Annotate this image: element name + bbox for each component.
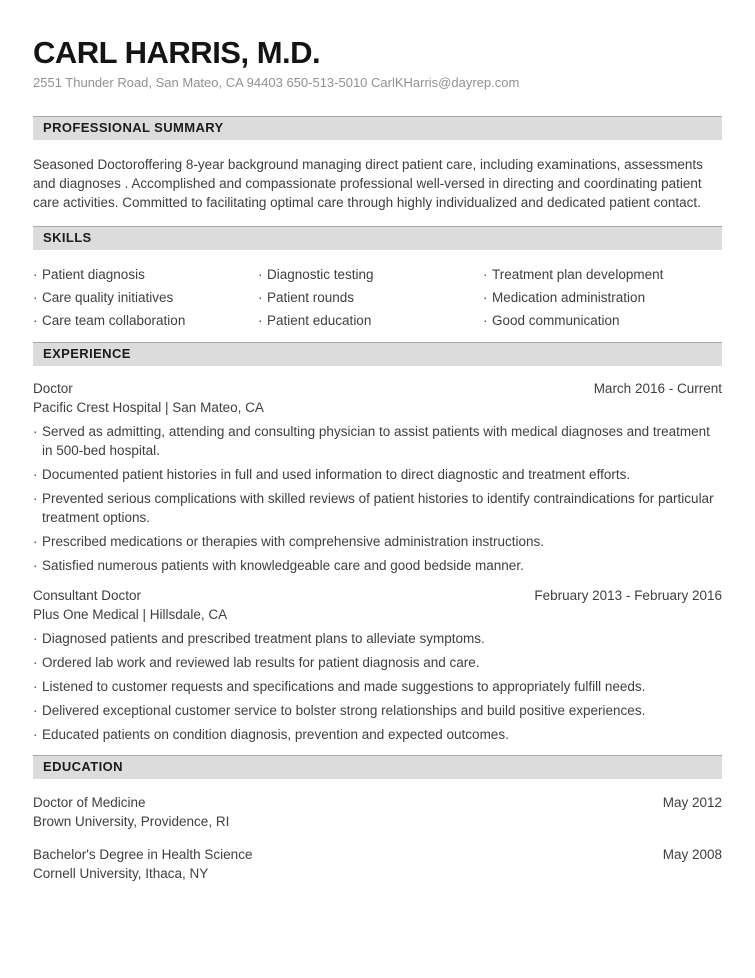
skill-label: Patient diagnosis xyxy=(42,267,145,282)
skills-column-1 xyxy=(33,263,258,332)
skill-label: Patient rounds xyxy=(267,290,355,305)
bullet-icon: · xyxy=(258,290,263,305)
job-title: Consultant Doctor xyxy=(33,588,142,603)
skill-item xyxy=(483,263,722,286)
section-header-education: EDUCATION xyxy=(33,755,722,779)
job-bullet-text: Prescribed medications or therapies with comprehensive administration instructions. xyxy=(42,534,544,549)
bullet-icon: · xyxy=(33,631,38,646)
job-entry-1 xyxy=(33,379,722,575)
job-bullet-text: Served as admitting, attending and consulting physician to assist patients with medical diagnoses and treatment in 500-bed hospital. xyxy=(42,424,710,458)
bullet-icon: · xyxy=(33,655,38,670)
degree-date: May 2012 xyxy=(662,795,722,810)
job-entry-2 xyxy=(33,586,722,744)
bullet-icon: · xyxy=(483,313,488,328)
job-bullet-text: Prevented serious complications with skilled reviews of patient histories to identify contraindications for particular treatment options. xyxy=(42,491,714,525)
skill-label: Care team collaboration xyxy=(42,313,186,328)
job-dates: March 2016 - Current xyxy=(593,381,722,396)
skills-column-3 xyxy=(483,263,722,332)
skill-label: Diagnostic testing xyxy=(267,267,374,282)
bullet-icon: · xyxy=(33,679,38,694)
job-bullet xyxy=(33,725,722,744)
degree-date: May 2008 xyxy=(662,847,722,862)
job-bullet xyxy=(33,422,722,460)
job-head xyxy=(33,379,722,398)
degree-school: Cornell University, Ithaca, NY xyxy=(33,866,209,881)
degree-head xyxy=(33,845,722,864)
bullet-icon: · xyxy=(33,703,38,718)
job-bullet xyxy=(33,489,722,527)
degree-head xyxy=(33,793,722,812)
job-bullet-list xyxy=(33,629,722,744)
bullet-icon: · xyxy=(33,491,38,506)
section-header-professional-summary: PROFESSIONAL SUMMARY xyxy=(33,116,722,140)
bullet-icon: · xyxy=(258,267,263,282)
job-company: Pacific Crest Hospital | San Mateo, CA xyxy=(33,400,264,415)
job-bullet xyxy=(33,677,722,696)
job-bullet-text: Delivered exceptional customer service to bolster strong relationships and build positive experiences. xyxy=(42,703,646,718)
bullet-icon: · xyxy=(33,727,38,742)
summary-paragraph: Seasoned Doctoroffering 8-year background managing direct patient care, including examinations, assessments and diagnoses . Accomplished and compassionate professional well-versed in directing and coordinating patient care activities. Committed to facilitating optimal care through highly individualized and dedicated patient contact. xyxy=(33,157,703,210)
bullet-icon: · xyxy=(33,467,38,482)
job-bullet xyxy=(33,653,722,672)
job-head xyxy=(33,586,722,605)
bullet-icon: · xyxy=(33,290,38,305)
contact-line: 2551 Thunder Road, San Mateo, CA 94403 650-513-5010 CarlKHarris@dayrep.com xyxy=(33,75,520,90)
job-bullet-text: Satisfied numerous patients with knowledgeable care and good bedside manner. xyxy=(42,558,524,573)
candidate-name: CARL HARRIS, M.D. xyxy=(33,35,321,70)
skill-label: Good communication xyxy=(492,313,620,328)
job-company: Plus One Medical | Hillsdale, CA xyxy=(33,607,228,622)
bullet-icon: · xyxy=(33,534,38,549)
degree-entry-2 xyxy=(33,845,722,883)
section-header-experience: EXPERIENCE xyxy=(33,342,722,366)
job-bullet-text: Listened to customer requests and specifications and made suggestions to appropriately fulfill needs. xyxy=(42,679,646,694)
job-bullet xyxy=(33,532,722,551)
degree-title: Bachelor's Degree in Health Science xyxy=(33,847,253,862)
job-bullet xyxy=(33,629,722,648)
section-header-skills: SKILLS xyxy=(33,226,722,250)
skill-item xyxy=(483,309,722,332)
skill-item xyxy=(258,286,483,309)
job-bullet-list xyxy=(33,422,722,575)
job-bullet xyxy=(33,701,722,720)
job-bullet-text: Ordered lab work and reviewed lab results for patient diagnosis and care. xyxy=(42,655,480,670)
skill-item xyxy=(33,263,258,286)
skill-label: Treatment plan development xyxy=(492,267,664,282)
job-bullet-text: Educated patients on condition diagnosis, prevention and expected outcomes. xyxy=(42,727,509,742)
skill-item xyxy=(33,286,258,309)
job-dates: February 2013 - February 2016 xyxy=(534,588,722,603)
skill-label: Patient education xyxy=(267,313,372,328)
skill-item xyxy=(258,263,483,286)
skill-item xyxy=(33,309,258,332)
job-bullet-text: Diagnosed patients and prescribed treatment plans to alleviate symptoms. xyxy=(42,631,485,646)
degree-entry-1 xyxy=(33,793,722,831)
degree-school: Brown University, Providence, RI xyxy=(33,814,230,829)
skill-label: Care quality initiatives xyxy=(42,290,174,305)
bullet-icon: · xyxy=(33,558,38,573)
skills-column-2 xyxy=(258,263,483,332)
degree-title: Doctor of Medicine xyxy=(33,795,146,810)
bullet-icon: · xyxy=(33,424,38,439)
job-bullet-text: Documented patient histories in full and used information to direct diagnostic and treatment efforts. xyxy=(42,467,631,482)
bullet-icon: · xyxy=(33,267,38,282)
job-bullet xyxy=(33,556,722,575)
bullet-icon: · xyxy=(33,313,38,328)
bullet-icon: · xyxy=(258,313,263,328)
skill-label: Medication administration xyxy=(492,290,646,305)
job-title: Doctor xyxy=(33,381,73,396)
skill-item xyxy=(483,286,722,309)
bullet-icon: · xyxy=(483,267,488,282)
job-bullet xyxy=(33,465,722,484)
skills-grid xyxy=(33,263,722,332)
bullet-icon: · xyxy=(483,290,488,305)
skill-item xyxy=(258,309,483,332)
